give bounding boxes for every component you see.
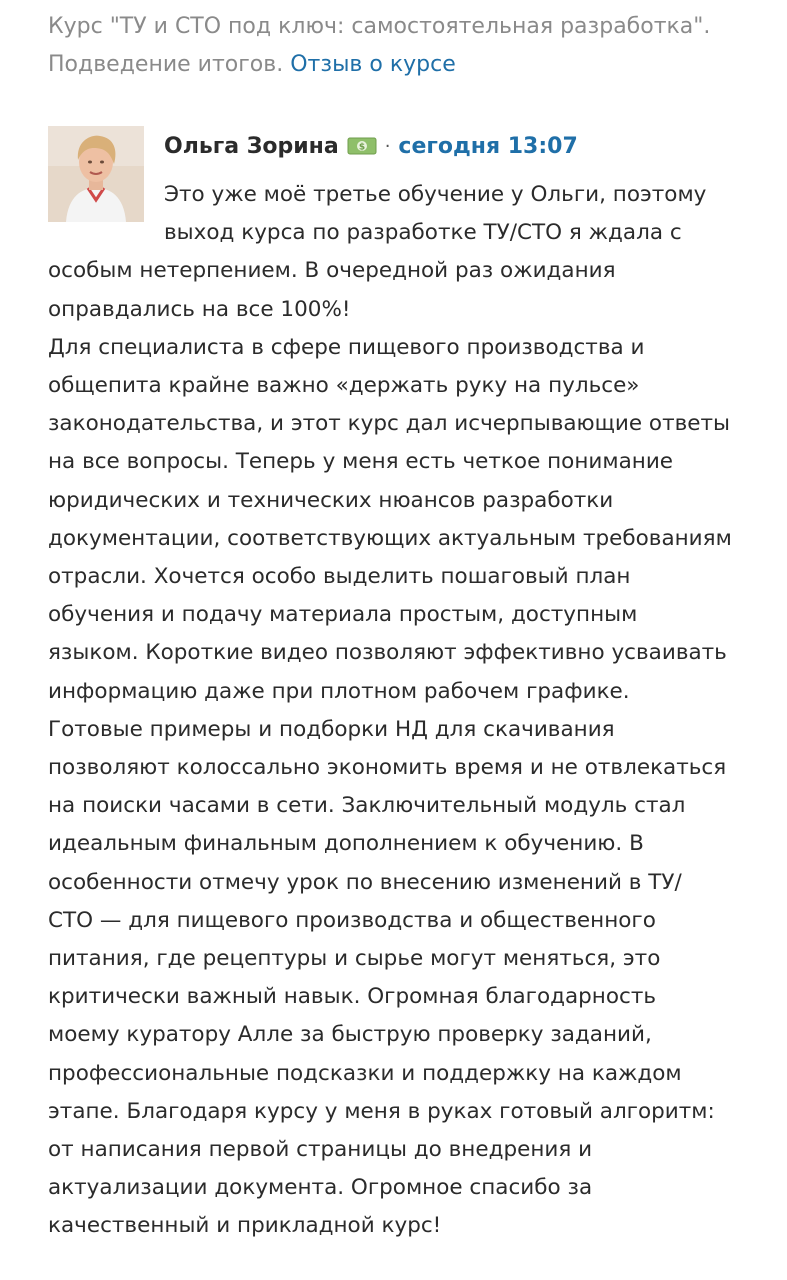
- review-line: выход курса по разработке ТУ/СТО я ждала с: [164, 220, 682, 246]
- review-header: [164, 128, 578, 164]
- review-line: критически важный навык. Огромная благодарность: [48, 984, 657, 1010]
- breadcrumb: [48, 8, 783, 84]
- review-line: документации, соответствующих актуальным требованиям: [48, 525, 732, 551]
- svg-text:$: $: [358, 142, 365, 153]
- review-line: от написания первой страницы до внедрения и: [48, 1137, 593, 1163]
- review-line: идеальным финальным дополнением к обучению. В: [48, 831, 644, 857]
- review-line: Для специалиста в сфере пищевого производства и: [48, 334, 645, 360]
- review-line: СТО — для пищевого производства и общественного: [48, 907, 656, 933]
- review-line: информацию даже при плотном рабочем графике.: [48, 678, 630, 704]
- author-name[interactable]: Ольга Зорина: [164, 133, 339, 159]
- review-line: общепита крайне важно «держать руку на пульсе»: [48, 373, 640, 399]
- review-line: позволяют колоссально экономить время и не отвлекаться: [48, 755, 727, 781]
- review-line: актуализации документа. Огромное спасибо за: [48, 1175, 593, 1201]
- review-line: на поиски часами в сети. Заключительный модуль стал: [48, 793, 686, 819]
- breadcrumb-review-link[interactable]: Отзыв о курсе: [290, 52, 456, 77]
- review-text: [48, 176, 748, 1246]
- review-line: питания, где рецептуры и сырье могут меняться, это: [48, 946, 661, 972]
- review-line: обучения и подачу материала простым, доступным: [48, 602, 638, 628]
- review-line: языком. Короткие видео позволяют эффективно усваивать: [48, 640, 727, 666]
- review-line: особенности отмечу урок по внесению изменений в ТУ/: [48, 869, 682, 895]
- review-time[interactable]: сегодня 13:07: [398, 133, 578, 159]
- review-line: Готовые примеры и подборки НД для скачивания: [48, 716, 615, 742]
- review-line: этапе. Благодаря курсу у меня в руках готовый алгоритм:: [48, 1098, 715, 1124]
- review-line: юридических и технических нюансов разработки: [48, 487, 614, 513]
- money-icon: [347, 137, 377, 155]
- review-line: особым нетерпением. В очередной раз ожидания: [48, 258, 616, 284]
- review-line: профессиональные подсказки и поддержку на каждом: [48, 1060, 682, 1086]
- breadcrumb-course-title: Курс "ТУ и СТО под ключ: самостоятельная разработка".: [48, 14, 711, 39]
- review-line: на все вопросы. Теперь у меня есть четкое понимание: [48, 449, 674, 475]
- separator-dot: ·: [384, 135, 391, 157]
- review-line: оправдались на все 100%!: [48, 296, 351, 322]
- review-line: законодательства, и этот курс дал исчерпывающие ответы: [48, 411, 731, 437]
- review-line: моему куратору Алле за быструю проверку заданий,: [48, 1022, 652, 1048]
- breadcrumb-line2: [48, 46, 783, 84]
- review-line: отрасли. Хочется особо выделить пошаговый план: [48, 564, 631, 590]
- review-line: качественный и прикладной курс!: [48, 1213, 442, 1239]
- breadcrumb-topic: Подведение итогов.: [48, 52, 284, 77]
- review-line: Это уже моё третье обучение у Ольги, поэтому: [164, 182, 707, 207]
